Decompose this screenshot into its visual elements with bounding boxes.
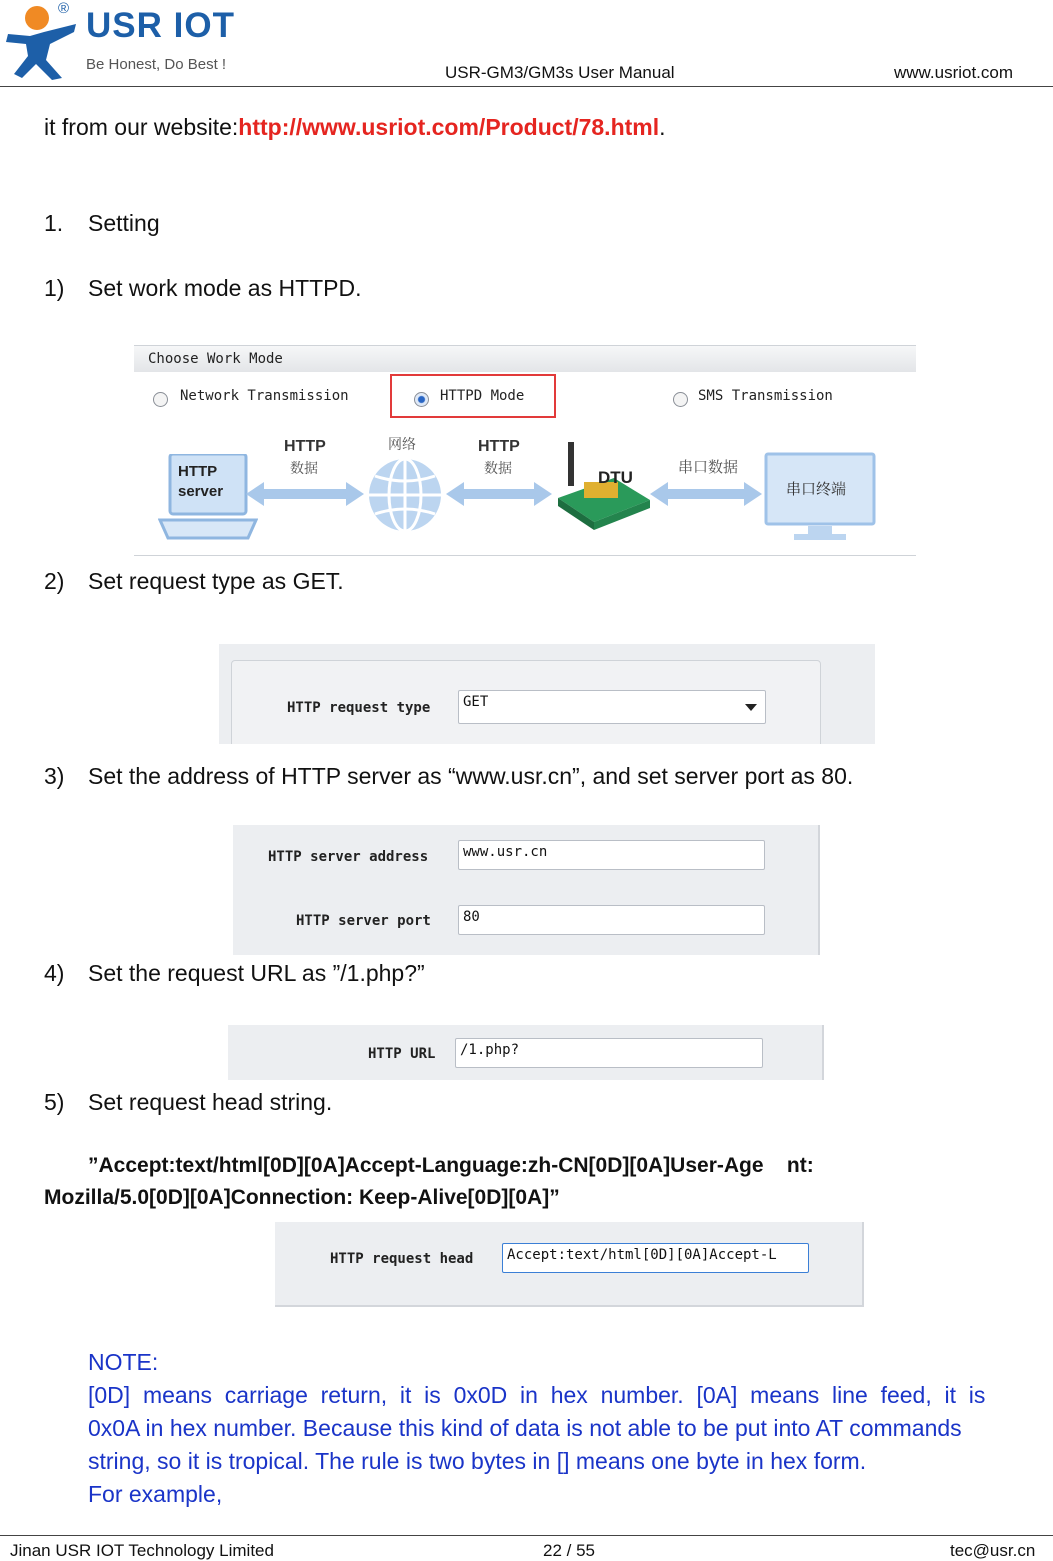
request-head-value: Accept:text/html[0D][0A]Accept-L <box>507 1247 777 1263</box>
server-panel <box>233 825 820 955</box>
footer-company: Jinan USR IOT Technology Limited <box>10 1541 274 1560</box>
terminal-label: 串口终端 <box>786 481 847 498</box>
option-sms-transmission[interactable]: SMS Transmission <box>698 388 833 404</box>
header-website[interactable]: www.usriot.com <box>894 63 1014 82</box>
logo-text: USR IOT <box>86 6 235 45</box>
footer-page-number: 22 / 55 <box>543 1541 595 1560</box>
server-address-label: HTTP server address <box>268 849 429 865</box>
head-string-line2: Mozilla/5.0[0D][0A]Connection: Keep-Alive[0D][0A]” <box>44 1186 560 1209</box>
step-text: Set the address of HTTP server as “www.usr.cn”, and set server port as 80. <box>88 763 854 789</box>
dtu-label: DTU <box>598 468 633 487</box>
header <box>0 0 1053 90</box>
logo-tagline: Be Honest, Do Best ! <box>86 56 227 73</box>
request-type-value: GET <box>463 694 489 710</box>
section-title: Setting <box>88 210 160 236</box>
step-3 <box>44 763 1034 790</box>
intro-suffix: . <box>659 114 666 140</box>
step-text: Set request type as GET. <box>88 568 344 594</box>
link1-sub: 数据 <box>290 460 318 476</box>
network-label: 网络 <box>388 436 416 452</box>
request-head-input[interactable] <box>502 1243 809 1273</box>
arrow-left-1-icon <box>246 480 364 508</box>
note-line4: For example, <box>88 1481 223 1507</box>
radio-httpd-mode[interactable] <box>414 392 429 407</box>
arrow-left-3-icon <box>650 480 762 508</box>
link2-sub: 数据 <box>484 460 512 476</box>
request-type-label: HTTP request type <box>287 700 431 716</box>
link2-label: HTTP <box>478 438 520 455</box>
step-number: 2) <box>44 568 65 594</box>
step-1 <box>44 275 994 302</box>
step-number: 3) <box>44 763 65 789</box>
dtu-device-icon <box>554 442 654 534</box>
note-line1: [0D] means carriage return, it is 0x0D in hex number. [0A] means line feed, it is <box>88 1382 986 1408</box>
step-text: Set request head string. <box>88 1089 333 1115</box>
section-heading <box>44 210 160 237</box>
request-head-panel <box>275 1222 864 1307</box>
step-2 <box>44 568 994 595</box>
chevron-down-icon <box>745 704 757 711</box>
step-number: 4) <box>44 960 65 986</box>
section-number: 1. <box>44 210 64 236</box>
option-httpd-mode[interactable]: HTTPD Mode <box>440 388 525 404</box>
intro-line <box>44 114 666 141</box>
step-text: Set work mode as HTTPD. <box>88 275 362 301</box>
note-title: NOTE: <box>88 1349 159 1375</box>
request-head-label: HTTP request head <box>330 1251 474 1267</box>
head-string-line1: ”Accept:text/html[0D][0A]Accept-Language:zh-CN[0D][0A]User-Age nt: <box>88 1154 814 1177</box>
option-network-transmission[interactable]: Network Transmission <box>180 388 349 404</box>
logo-figure-icon <box>4 4 82 82</box>
server-port-value: 80 <box>463 909 480 925</box>
link3-label: 串口数据 <box>678 459 739 476</box>
work-mode-title: Choose Work Mode <box>148 351 283 367</box>
step-number: 5) <box>44 1089 65 1115</box>
arrow-left-2-icon <box>446 480 552 508</box>
url-value: /1.php? <box>460 1042 520 1058</box>
radio-network-transmission[interactable] <box>153 392 168 407</box>
footer-divider <box>0 1535 1053 1536</box>
server-port-label: HTTP server port <box>296 913 431 929</box>
link1-label: HTTP <box>284 438 326 455</box>
footer-email[interactable]: tec@usr.cn <box>950 1541 1036 1560</box>
step-text: Set the request URL as ”/1.php?” <box>88 960 425 986</box>
work-mode-panel <box>134 345 916 556</box>
server-address-input[interactable] <box>458 840 765 870</box>
step-5 <box>44 1089 994 1116</box>
http-server-label: HTTP server <box>178 463 224 500</box>
radio-sms-transmission[interactable] <box>673 392 688 407</box>
server-address-value: www.usr.cn <box>463 844 548 860</box>
note-line2: 0x0A in hex number. Because this kind of data is not able to be put into AT commands <box>88 1415 962 1441</box>
url-label: HTTP URL <box>368 1046 436 1062</box>
request-type-select[interactable] <box>458 690 766 724</box>
server-port-input[interactable] <box>458 905 765 935</box>
intro-prefix: it from our website: <box>44 114 239 140</box>
request-type-panel <box>219 644 875 744</box>
product-link[interactable]: http://www.usriot.com/Product/78.html <box>238 114 660 140</box>
note-line3: string, so it is tropical. The rule is two bytes in [] means one byte in hex form. <box>88 1448 867 1474</box>
url-panel <box>228 1025 824 1080</box>
manual-title: USR-GM3/GM3s User Manual <box>445 63 675 82</box>
registered-mark: ® <box>58 0 70 17</box>
step-4 <box>44 960 994 987</box>
header-divider <box>0 86 1053 87</box>
step-number: 1) <box>44 275 65 301</box>
globe-icon <box>366 456 444 534</box>
url-input[interactable] <box>455 1038 763 1068</box>
